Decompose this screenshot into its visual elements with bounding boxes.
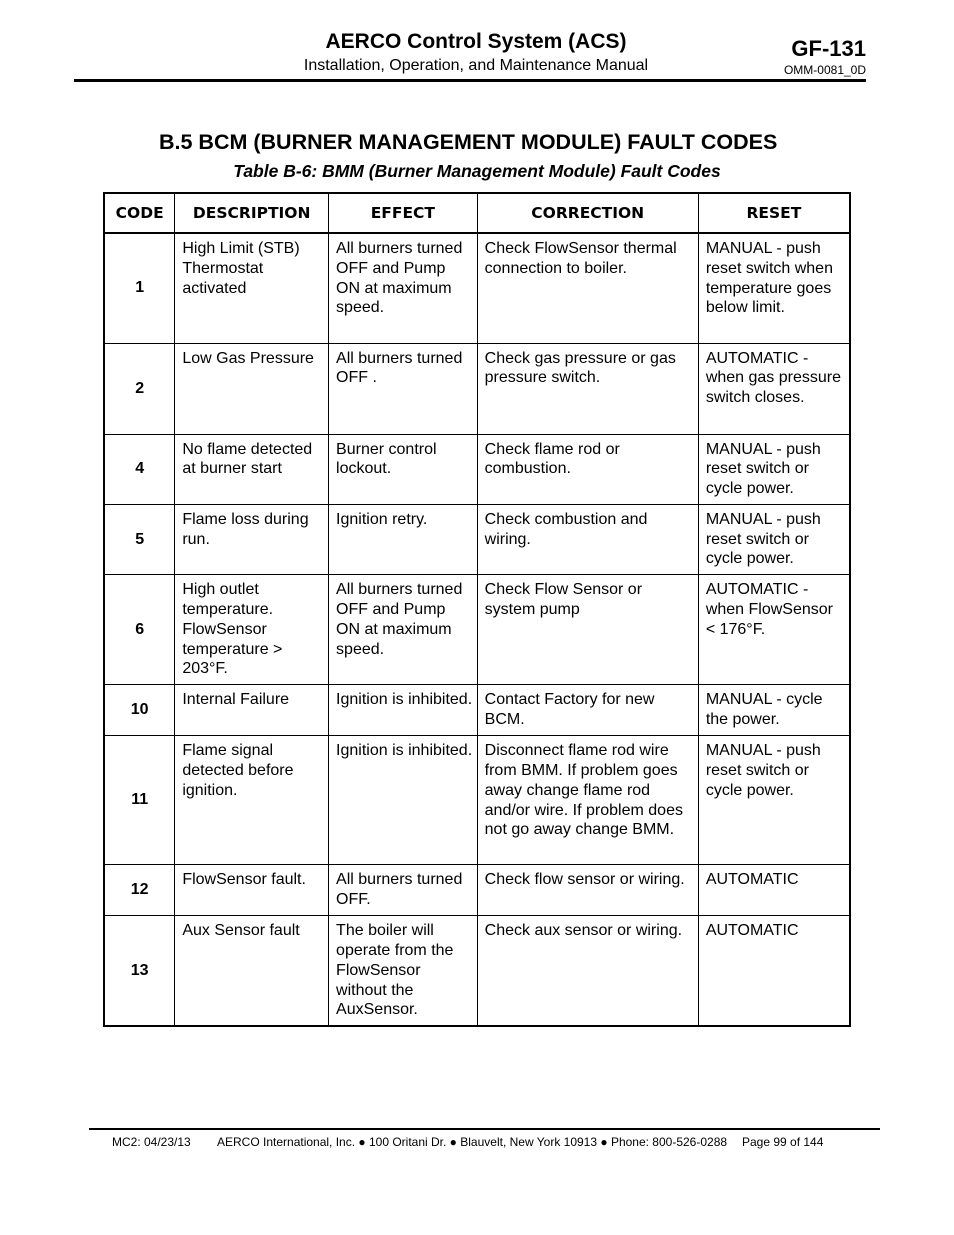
fault-code: 10 [104,685,175,736]
fault-correction: Check flow sensor or wiring. [477,865,698,916]
section-title: B.5 BCM (BURNER MANAGEMENT MODULE) FAULT CODES [159,130,778,154]
header-subtitle: Installation, Operation, and Maintenance Manual [303,57,649,74]
footer-divider [89,1128,880,1130]
table-row [104,865,850,916]
page-header [74,28,866,80]
fault-effect: All burners turned OFF and Pump ON at maximum speed. [329,575,478,685]
fault-effect: Ignition is inhibited. [329,736,478,865]
fault-effect: All burners turned OFF. [329,865,478,916]
fault-code: 2 [104,343,175,434]
fault-effect: Burner control lockout. [329,434,478,504]
fault-description: High outlet temperature. FlowSensor temperature > 203°F. [175,575,329,685]
fault-reset: MANUAL - push reset switch when temperature goes below limit. [698,233,850,343]
document-number: OMM-0081_0D [783,63,866,77]
fault-code: 1 [104,233,175,343]
fault-description: No flame detected at burner start [175,434,329,504]
fault-code: 6 [104,575,175,685]
table-row [104,575,850,685]
fault-reset: MANUAL - push reset switch or cycle power. [698,504,850,574]
fault-code: 5 [104,504,175,574]
fault-codes-table [103,192,851,1027]
table-row [104,685,850,736]
column-header-effect: EFFECT [329,193,478,233]
fault-reset: MANUAL - cycle the power. [698,685,850,736]
fault-description: Internal Failure [175,685,329,736]
fault-correction: Check FlowSensor thermal connection to boiler. [477,233,698,343]
fault-reset: AUTOMATIC [698,916,850,1026]
table-row [104,736,850,865]
fault-description: Flame signal detected before ignition. [175,736,329,865]
fault-description: Low Gas Pressure [175,343,329,434]
footer-company-info: AERCO International, Inc. ● 100 Oritani Dr. ● Blauvelt, New York 10913 ● Phone: 800-526-0288 [217,1135,728,1149]
fault-effect: The boiler will operate from the FlowSensor without the AuxSensor. [329,916,478,1026]
fault-code: 4 [104,434,175,504]
fault-correction: Check Flow Sensor or system pump [477,575,698,685]
table-row [104,233,850,343]
fault-effect: All burners turned OFF . [329,343,478,434]
fault-code: 13 [104,916,175,1026]
header-title: AERCO Control System (ACS) [325,30,627,53]
table-header-row [104,193,850,233]
fault-reset: AUTOMATIC [698,865,850,916]
fault-correction: Check flame rod or combustion. [477,434,698,504]
fault-reset: MANUAL - push reset switch or cycle power. [698,736,850,865]
header-divider [74,79,866,82]
footer-date: MC2: 04/23/13 [112,1135,191,1149]
fault-description: High Limit (STB) Thermostat activated [175,233,329,343]
fault-reset: AUTOMATIC - when gas pressure switch closes. [698,343,850,434]
fault-code: 12 [104,865,175,916]
table-row [104,434,850,504]
column-header-reset: RESET [698,193,850,233]
fault-reset: MANUAL - push reset switch or cycle power. [698,434,850,504]
fault-code: 11 [104,736,175,865]
fault-effect: Ignition is inhibited. [329,685,478,736]
table-row [104,343,850,434]
table-row [104,504,850,574]
fault-reset: AUTOMATIC - when FlowSensor < 176°F. [698,575,850,685]
column-header-code: CODE [104,193,175,233]
fault-correction: Check combustion and wiring. [477,504,698,574]
fault-correction: Contact Factory for new BCM. [477,685,698,736]
column-header-description: DESCRIPTION [175,193,329,233]
table-caption: Table B-6: BMM (Burner Management Module) Fault Codes [233,161,721,181]
fault-description: Flame loss during run. [175,504,329,574]
column-header-correction: CORRECTION [477,193,698,233]
fault-correction: Check aux sensor or wiring. [477,916,698,1026]
fault-effect: Ignition retry. [329,504,478,574]
fault-correction: Check gas pressure or gas pressure switch. [477,343,698,434]
fault-effect: All burners turned OFF and Pump ON at maximum speed. [329,233,478,343]
table-row [104,916,850,1026]
fault-correction: Disconnect flame rod wire from BMM. If problem goes away change flame rod and/or wire. If problem does not go away change BMM. [477,736,698,865]
document-code: GF-131 [791,36,866,61]
footer-page-number: Page 99 of 144 [742,1135,824,1149]
fault-description: Aux Sensor fault [175,916,329,1026]
fault-description: FlowSensor fault. [175,865,329,916]
